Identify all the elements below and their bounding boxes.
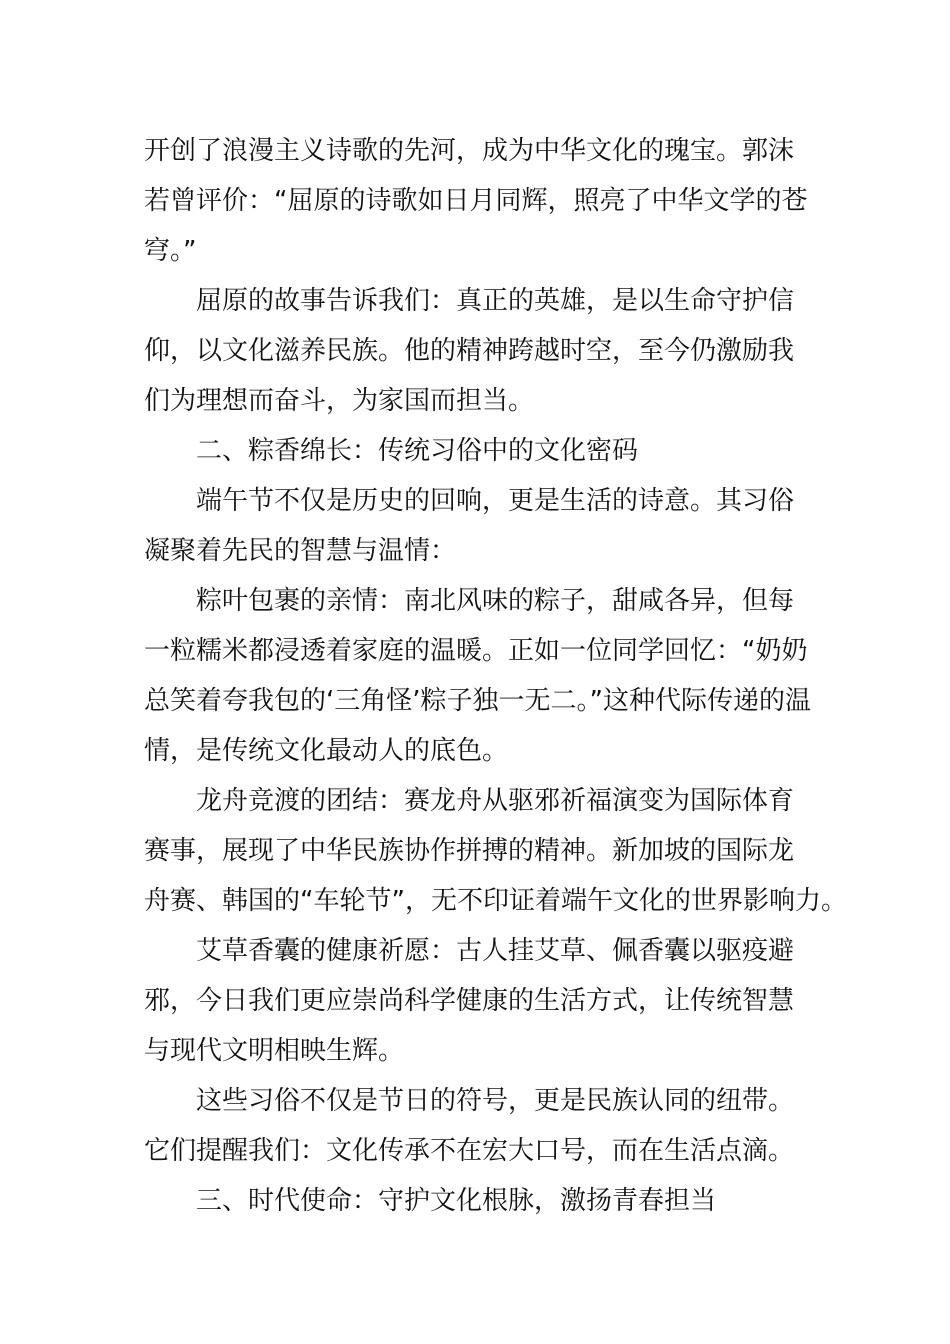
text-line: 艾草香囊的健康祈愿：古人挂艾草、佩香囊以驱疫避 <box>196 936 795 966</box>
text-line: 仰，以文化滋养民族。他的精神跨越时空，至今仍激励我 <box>144 336 795 366</box>
text-line: 舟赛、韩国的“车轮节”，无不印证着端午文化的世界影响力。 <box>144 886 847 916</box>
text-line: 它们提醒我们：文化传承不在宏大口号，而在生活点滴。 <box>144 1136 795 1166</box>
text-line: 端午节不仅是历史的回响，更是生活的诗意。其习俗 <box>196 486 795 516</box>
text-line: 情，是传统文化最动人的底色。 <box>144 736 509 766</box>
text-line: 屈原的故事告诉我们：真正的英雄，是以生命守护信 <box>196 286 795 316</box>
text-line: 们为理想而奋斗，为家国而担当。 <box>144 386 535 416</box>
text-line: 穹。” <box>144 236 197 266</box>
document-body <box>144 126 847 1226</box>
section-heading: 二、粽香绵长：传统习俗中的文化密码 <box>196 436 639 466</box>
text-line: 总笑着夸我包的‘三角怪’粽子独一无二。”这种代际传递的温 <box>144 686 811 716</box>
text-line: 粽叶包裹的亲情：南北风味的粽子，甜咸各异，但每 <box>196 586 795 616</box>
text-line: 邪，今日我们更应崇尚科学健康的生活方式，让传统智慧 <box>144 986 795 1016</box>
section-heading: 三、时代使命：守护文化根脉，激扬青春担当 <box>196 1186 717 1216</box>
text-line: 若曾评价：“屈原的诗歌如日月同辉，照亮了中华文学的苍 <box>144 186 808 216</box>
text-line: 开创了浪漫主义诗歌的先河，成为中华文化的瑰宝。郭沫 <box>144 136 795 166</box>
text-line: 与现代文明相映生辉。 <box>144 1036 405 1066</box>
text-line: 这些习俗不仅是节日的符号，更是民族认同的纽带。 <box>196 1086 795 1116</box>
text-line: 赛事，展现了中华民族协作拼搏的精神。新加坡的国际龙 <box>144 836 795 866</box>
text-line: 龙舟竞渡的团结：赛龙舟从驱邪祈福演变为国际体育 <box>196 786 795 816</box>
text-line: 凝聚着先民的智慧与温情： <box>144 536 457 566</box>
text-line: 一粒糯米都浸透着家庭的温暖。正如一位同学回忆：“奶奶 <box>144 636 808 666</box>
